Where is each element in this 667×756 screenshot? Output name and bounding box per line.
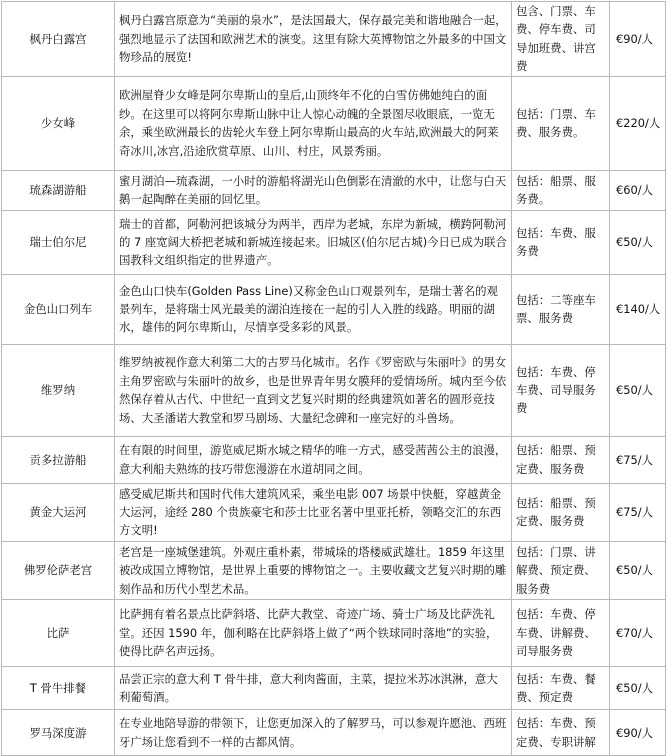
table-row: [2, 710, 666, 756]
attraction-name: 维罗纳: [2, 344, 115, 436]
attraction-name: 佛罗伦萨老宫: [2, 541, 115, 599]
table-row: [2, 170, 666, 210]
attraction-description: 蜜月湖泊—琉森湖，一小时的游船将湖光山色倒影在清澈的水中，让您与白天鹅一起陶醉在美丽的回忆里。: [115, 170, 512, 210]
attraction-description: 品尝正宗的意大利 T 骨牛排，意大利肉酱面，主菜，提拉米苏冰淇淋，意大利葡萄酒。: [115, 667, 512, 710]
table-row: [2, 600, 666, 667]
price-includes: 包括：门票、车费、服务费。: [512, 76, 610, 170]
price-includes: 包括：船票、预定费、服务费: [512, 483, 610, 541]
price: €50/人: [610, 210, 666, 274]
price: €70/人: [610, 600, 666, 667]
attraction-name: 黄金大运河: [2, 483, 115, 541]
attraction-name: 琉森湖游船: [2, 170, 115, 210]
price-includes: 包括：船票、服务费。: [512, 170, 610, 210]
attraction-name: 枫丹白露宫: [2, 2, 115, 77]
price: €75/人: [610, 483, 666, 541]
price-includes: 包括：车费、停车费、讲解费、司导服务费: [512, 600, 610, 667]
table-row: [2, 344, 666, 436]
price-includes: 包括：门票、讲解费、预定费、服务费: [512, 541, 610, 599]
table-row: [2, 76, 666, 170]
excursion-price-table: [1, 1, 666, 756]
attraction-name: 罗马深度游: [2, 710, 115, 756]
attraction-description: 瑞士的首都，阿勒河把该城分为两半，西岸为老城，东岸为新城，横跨阿勒河的 7 座宽阔大桥把老城和新城连接起来。旧城区(伯尔尼古城)今日已成为联合国教科文组织指定的世界遗产。: [115, 210, 512, 274]
attraction-description: 枫丹白露宫原意为“美丽的泉水”，是法国最大，保存最完美和谐地融合一起，强烈地显示了法国和欧洲艺术的演变。这里有除大英博物馆之外最多的中国文物珍品的展览!: [115, 2, 512, 77]
table-row: [2, 541, 666, 599]
price-includes: 包括：车费、服务费: [512, 210, 610, 274]
attraction-name: 比萨: [2, 600, 115, 667]
attraction-description: 在专业地陪导游的带领下，让您更加深入的了解罗马，可以参观许愿池、西班牙广场让您看到不一样的古都风情。: [115, 710, 512, 756]
price-includes: 包括：船票、预定费、服务费: [512, 436, 610, 483]
table-row: [2, 483, 666, 541]
table-row: [2, 274, 666, 344]
price: €50/人: [610, 344, 666, 436]
price: €50/人: [610, 541, 666, 599]
price-includes: 包括：车费、预定费、专职讲解: [512, 710, 610, 756]
attraction-name: 金色山口列车: [2, 274, 115, 344]
price-includes: 包含、门票、车费、停车费、司导加班费、讲宫费: [512, 2, 610, 77]
price-includes: 包括：车费、餐费、预定费: [512, 667, 610, 710]
attraction-description: 感受威尼斯共和国时代伟大建筑风采，乘坐电影 007 场景中快艇，穿越黄金大运河，途经 280 个贵族豪宅和莎士比亚名著中里亚托桥，领略交汇的东西方文明!: [115, 483, 512, 541]
table-row: [2, 436, 666, 483]
price: €140/人: [610, 274, 666, 344]
price: €90/人: [610, 2, 666, 77]
attraction-name: 瑞士伯尔尼: [2, 210, 115, 274]
attraction-description: 维罗纳被视作意大利第二大的古罗马化城市。名作《罗密欧与朱丽叶》的男女主角罗密欧与朱丽叶的故乡，也是世界青年男女膜拜的爱情场所。城内至今依然保存着从古代、中世纪一直到文艺复兴时期的经典建筑如著名的圆形竞技场、大圣潘诺大教堂和罗马剧场、大量纪念碑和一座完好的斗兽场。: [115, 344, 512, 436]
table-row: [2, 210, 666, 274]
price: €50/人: [610, 667, 666, 710]
attraction-description: 欧洲屋脊少女峰是阿尔卑斯山的皇后,山顶终年不化的白雪仿佛她纯白的面纱。在这里可以将阿尔卑斯山脉中让人惊心动魄的全景图尽收眼底，一览无余，乘坐欧洲最长的齿轮火车登上阿尔卑斯山最高的火车站,欧洲最大的阿莱奇冰川,冰宫,沿途欣赏草原、山川、村庄，风景秀丽。: [115, 76, 512, 170]
table-row: [2, 667, 666, 710]
price: €220/人: [610, 76, 666, 170]
price: €75/人: [610, 436, 666, 483]
price-includes: 包括：二等座车票、服务费: [512, 274, 610, 344]
attraction-name: T 骨牛排餐: [2, 667, 115, 710]
attraction-name: 贡多拉游船: [2, 436, 115, 483]
price: €60/人: [610, 170, 666, 210]
attraction-name: 少女峰: [2, 76, 115, 170]
price-includes: 包括：车费、停车费、司导服务费: [512, 344, 610, 436]
table-row: [2, 2, 666, 77]
price: €90/人: [610, 710, 666, 756]
attraction-description: 比萨拥有着名景点比萨斜塔、比萨大教堂、奇迹广场、骑士广场及比萨洗礼堂。还因 1590 年，伽利略在比萨斜塔上做了“两个铁球同时落地”的实验，使得比萨名声远扬。: [115, 600, 512, 667]
attraction-description: 在有限的时间里，游览威尼斯水城之精华的唯一方式，感受茜茜公主的浪漫，意大利船夫熟练的技巧带您漫游在水道胡同之间。: [115, 436, 512, 483]
attraction-description: 老宫是一座城堡建筑。外观庄重朴素，带城垛的塔楼威武雄壮。1859 年这里被改成国立博物馆，是世界上重要的博物馆之一。主要收藏文艺复兴时期的雕刻作品和历代小型艺术品。: [115, 541, 512, 599]
attraction-description: 金色山口快车(Golden Pass Line)又称金色山口观景列车，是瑞士著名的观景列车，是将瑞士风光最美的湖泊连接在一起的引人入胜的线路。明丽的湖水，雄伟的阿尔卑斯山，尽情享受多彩的风景。: [115, 274, 512, 344]
